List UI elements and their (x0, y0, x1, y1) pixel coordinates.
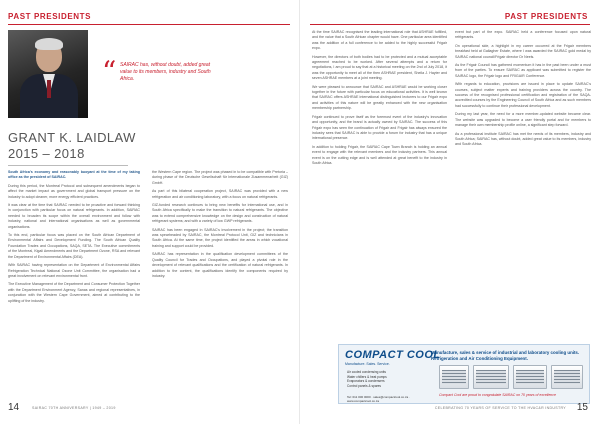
paragraph: We were pleased to announce that SAIRAC and ASHRAE would be working closer together in the future with particular focus on educational activities. It is well known that SAIRAC offers ASHRAE international distinguished lecturers to our Frigair expo and activities of this nature will be greatly enhanced with the new organisation membership partnership. (312, 84, 447, 111)
paragraph: event but part of the expo. SAIRAC held a conference focused upon natural refrigerants. (455, 30, 591, 40)
page-number: 15 (576, 402, 588, 413)
page-number: 14 (8, 402, 20, 413)
ad-tagline: Compact Cool are proud to congratulate SAIRAC on 70 years of excellence (439, 393, 556, 397)
paragraph: SAIRAC has been engaged in SAIRAC's involvement in the project; the transition was spearheaded by SAIRAC, the Montreal Protocol Unit, GIZ and technicians in South Africa. At the same time, the project identified the areas in which vocational training and support could be provided. (152, 227, 288, 248)
list-item: Control panels & spares (347, 383, 382, 388)
right-page (300, 0, 600, 424)
header-rule (8, 24, 290, 25)
cooling-unit-image (551, 365, 583, 389)
lead-paragraph: South Africa's economy and reasonably buoyant at the time of my taking office as the president of SAIRAC. (8, 170, 140, 180)
article-column-1 (8, 170, 140, 307)
paragraph: To this end, particular focus was placed on the South African Department of Environmental Affairs and Development Funding. The South African Quality Foundation Trades and Occupations, SAQA, SETA. The Executive commitments of the Montreal, Kigali Amendments and the Department Ozone, RSA and relevant the Department of Environmental Affairs (DEA). (8, 233, 140, 259)
page-footer: SAIRAC 70TH ANNIVERSARY | 1949 – 2019 (32, 406, 116, 410)
advertiser-logo-sub: Manufacture. Sales. Service. (345, 362, 390, 366)
article-column-4 (455, 30, 591, 151)
article-column-2 (152, 170, 288, 282)
page-footer: CELEBRATING 70 YEARS OF SERVICE TO THE HVAC&R INDUSTRY (434, 406, 566, 410)
paragraph: However, the directors of both bodies had to be protected and a mutual acceptable agreement reached to be worked. After several attempts and a return for negotiations, I am proud to say that at a historical meeting on the 2nd of July 2018, it was the opportunity to meet all of the then ASHRAE president, Sheila J. Hayter and seven ASHRAE members at a joint meeting. (312, 54, 447, 81)
quote-mark-icon: “ (102, 55, 117, 88)
paragraph: As a professional institute SAIRAC has met the needs of its members, industry and South Africa; SAIRAC has, without doubt, added great value to its members, industry and South Africa. (455, 131, 591, 147)
advertiser-logo: COMPACT COOL (345, 349, 441, 361)
header-rule (310, 24, 590, 25)
term-years: 2015 – 2018 (8, 146, 85, 161)
paragraph: With regards to education, provisions are issued in place to update SAIRAC's courses, subject matter experts and training providers across the country. The success of the recognised professional certification and registration of the SAQA-accredited courses by the Engineering Council of South Africa and as such members had successfully to continue their professional development. (455, 82, 591, 108)
paragraph: At the time SAIRAC recognised the leading international role that ASHRAE fulfilled, and the value that a South African chapter would have. One particular area identified was the addition of a full conference to be added to the highly successful Frigair expo. (312, 30, 447, 51)
president-name: GRANT K. LAIDLAW (8, 130, 136, 145)
paragraph: As part of this bilateral cooperation project, SAIRAC was provided with a new refrigeration and air conditioning laboratory, with a focus on natural refrigerants. (152, 189, 288, 199)
ad-headline: Manufacture, sales & service of industrial and laboratory cooling units. Refrigeration and Air Conditioning Equipment. (431, 350, 580, 361)
chiller-unit-image (473, 365, 509, 389)
paragraph: The Executive Management of the Department and Consumer Protection Together with the Department Environment Agency, Sanas and regional representatives, in conjunction with the Western Cape Government, aimed at contributing to the uplifting of the industry. (8, 282, 140, 303)
pull-quote: SAIRAC has, without doubt, added great value to its members, industry and South Africa. (120, 62, 211, 82)
paragraph: During this period, the Montreal Protocol and subsequent amendments began to affect the market impact as government and global transport pressure on the industry to adopt cleaner, more energy efficient practices. (8, 183, 140, 199)
paragraph: During my last year, the need for a more member-updated website became clear. The website was upgraded to become a user friendly portal and for members to manage their own membership profile online, a significant step forward. (455, 112, 591, 128)
paragraph: SAIRAC has representation in the qualification development committees of the Quality Council for Trades and Occupations, and played a pivotal role in the development of relevant qualifications and the certification of natural refrigerants. In addition to the content, the qualifications identify the components required by industry. (152, 252, 288, 278)
ad-contact: Tel: 011 000 0000 · sales@compactcool.co.za · www.compactcool.co.za (347, 395, 411, 403)
divider (8, 165, 128, 166)
paragraph: GIZ-funded research continues to bring new benefits for international use, and in South Africa specifically to make the transition to natural refrigerants. The objective was to extend comprehensive knowledge on the design and construction of natural refrigerant systems; and with a variety of low GWP refrigerants. (152, 203, 288, 224)
ad-bullet-list (347, 370, 425, 388)
paragraph: With SAIRAC having representation on the Department of Environmental Affairs Refrigeration Technical National Ozone Unit Committee, the organisation had a great involvement on relevant environmental front. (8, 263, 140, 278)
article-column-3 (312, 30, 447, 169)
section-label: PAST PRESIDENTS (504, 12, 588, 21)
evaporator-unit-image (513, 365, 547, 389)
ad-product-images (439, 365, 585, 391)
paragraph: On operational side, a highlight in my career occurred at the Frigair members breakfast held at Gallagher Estate, where I was awarded the SAIRAC gold medal by SAIRAC national council/Frigair director Dr Neels. (455, 43, 591, 59)
paragraph: the Western Cape region. The project was phased in to be compatible with Pretoria – during phase of the Deutsche Gesellschaft für Internationale Zusammenarbeit (GIZ) GmbH. (152, 170, 288, 185)
advertisement[interactable] (338, 344, 590, 404)
president-portrait (8, 30, 88, 118)
paragraph: In addition to holding Frigair, the SAIRAC Cape Town Branch is holding an annual event to engage with the relevant members and the industry partners. This annual event is on the cutting edge and is well attended at great benefit to the industry in South Africa. (312, 144, 447, 165)
paragraph: Frigair continued to prove itself as the foremost event of the industry's innovation and opportunity, and the brand is actually owned by SAIRAC. The success of this Frigair expo has seen the continuation of Frigair and Frigair has always ensured the industry sees that SAIRAC is able to provide a forum for industry that has a unique international presence. (312, 114, 447, 141)
paragraph: As the Frigair Council has gathered momentum it has in the past been under a must from of the parties. To ensure SAIRAC as applicant was submitted to register the SAIRAC logo, the Frigair logo and FRIGAIR Conference. (455, 63, 591, 78)
section-label: PAST PRESIDENTS (8, 12, 92, 21)
paragraph: It was clear at the time that SAIRAC needed to be proactive and forward thinking in conjunction with particular focus on natural refrigerants. In addition, SAIRAC needed to broaden its scope within the overall environment and follow with industry, national and international organisations as well as governmental organisations. (8, 203, 140, 229)
list-item: Air cooled condensing units (347, 370, 386, 374)
condensing-unit-image (439, 365, 469, 389)
list-item: Evaporators & condensers (347, 379, 385, 384)
list-item: Water chillers & heat pumps (347, 374, 387, 379)
